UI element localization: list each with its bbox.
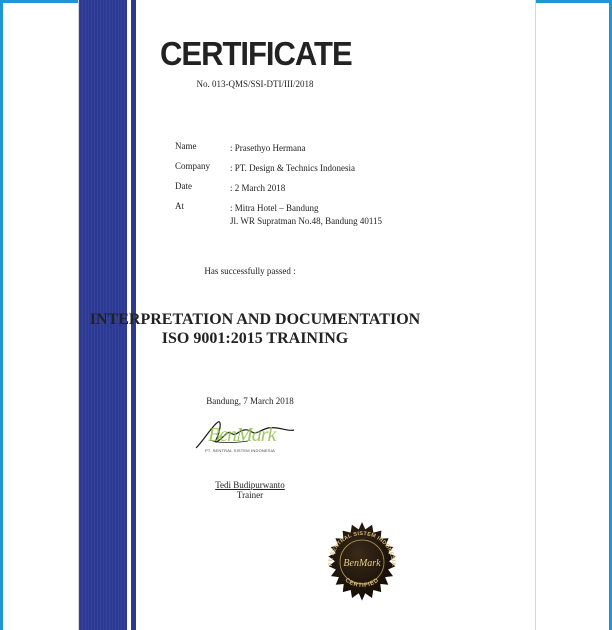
name-value: : Prasethyo Hermana [230, 143, 306, 153]
benmark-logo: BenMark [208, 424, 276, 446]
signer-block [170, 480, 330, 500]
course-title-line2: ISO 9001:2015 TRAINING [161, 330, 349, 347]
company-label: Company [175, 161, 210, 171]
at-value: : Mitra Hotel – Bandung [230, 203, 319, 213]
company-value: : PT. Design & Technics Indonesia [230, 163, 356, 173]
course-title-line1: INTERPRETATION AND DOCUMENTATION [89, 311, 421, 328]
seal-top-text: PT. SENTRAL SISTEM INDONESIA [327, 530, 397, 567]
signer-role: Trainer [236, 490, 264, 500]
course-title [60, 310, 450, 348]
signer-name: Tedi Budipurwanto [215, 480, 285, 490]
certificate-number: No. 013-QMS/SSI-DTI/III/2018 [196, 79, 314, 89]
name-label: Name [175, 141, 197, 151]
date-value: : 2 March 2018 [230, 183, 286, 193]
passed-text: Has successfully passed : [204, 266, 296, 276]
date-label: Date [175, 181, 192, 191]
logo-subtitle: PT. SENTRAL SISTEM INDONESIA [205, 448, 275, 453]
certificate-title: CERTIFICATE [160, 34, 352, 73]
issue-place-date: Bandung, 7 March 2018 [206, 396, 294, 406]
at-label: At [175, 201, 184, 211]
certified-seal-icon [318, 521, 406, 609]
seal-center-text: BenMark [343, 558, 381, 569]
at-address: Jl. WR Supratman No.48, Bandung 40115 [230, 216, 382, 226]
seal-bottom-text: CERTIFIED [343, 577, 381, 590]
